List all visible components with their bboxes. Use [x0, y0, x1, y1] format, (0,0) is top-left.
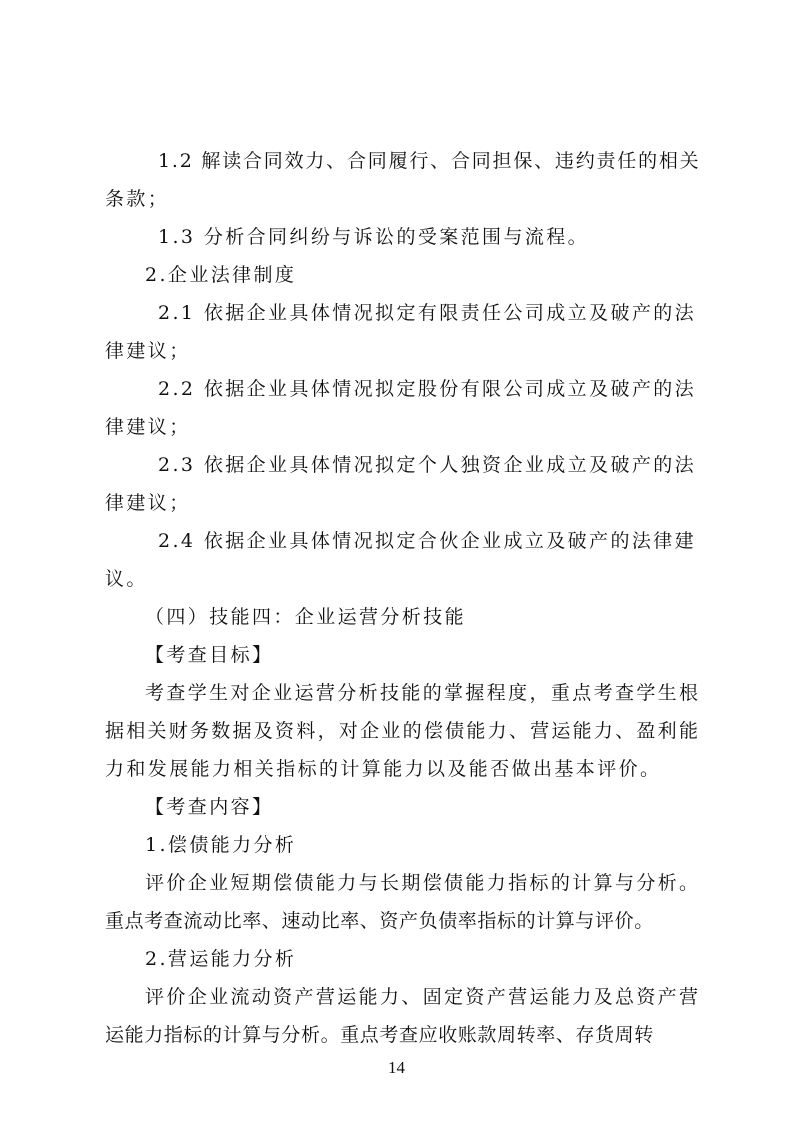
text-line-2-1-cont: 律建议；	[105, 340, 191, 362]
text-line-1-2-cont: 条款；	[105, 188, 170, 210]
text-line-2-4-cont: 议。	[105, 568, 148, 590]
objective-text-line-3: 力和发展能力相关指标的计算能力以及能否做出基本评价。	[105, 758, 662, 780]
solvency-text-line-1: 评价企业短期偿债能力与长期偿债能力指标的计算与分析。	[145, 872, 701, 894]
objective-text-line-1: 考查学生对企业运营分析技能的掌握程度，重点考查学生根	[145, 682, 701, 704]
content-heading: 【考查内容】	[145, 796, 274, 818]
text-line-2-2-cont: 律建议；	[105, 416, 191, 438]
operation-text-line-2: 运能力指标的计算与分析。重点考查应收账款周转率、存货周转	[105, 1024, 654, 1046]
text-line-1-2: 1.2 解读合同效力、合同履行、合同担保、违约责任的相关	[158, 150, 701, 172]
skill-four-heading: （四）技能四：企业运营分析技能	[145, 606, 467, 628]
text-line-2-3-cont: 律建议；	[105, 492, 191, 514]
solvency-text-line-2: 重点考查流动比率、速动比率、资产负债率指标的计算与评价。	[105, 910, 654, 932]
text-line-2-2: 2.2 依据企业具体情况拟定股份有限公司成立及破产的法	[158, 378, 697, 400]
text-line-1-3: 1.3 分析合同纠纷与诉讼的受案范围与流程。	[158, 226, 590, 248]
operation-text-line-1: 评价企业流动资产营运能力、固定资产营运能力及总资产营	[145, 986, 701, 1008]
solvency-heading: 1.偿债能力分析	[145, 834, 297, 856]
text-line-2-1: 2.1 依据企业具体情况拟定有限责任公司成立及破产的法	[158, 302, 697, 324]
text-line-2-4: 2.4 依据企业具体情况拟定合伙企业成立及破产的法律建	[158, 530, 697, 552]
text-line-2-3: 2.3 依据企业具体情况拟定个人独资企业成立及破产的法	[158, 454, 697, 476]
objective-heading: 【考查目标】	[145, 644, 274, 666]
section-heading-2: 2.企业法律制度	[145, 264, 297, 286]
operation-heading: 2.营运能力分析	[145, 948, 297, 970]
objective-text-line-2: 据相关财务数据及资料，对企业的偿债能力、营运能力、盈利能	[105, 720, 701, 742]
page-number: 14	[388, 1058, 405, 1077]
